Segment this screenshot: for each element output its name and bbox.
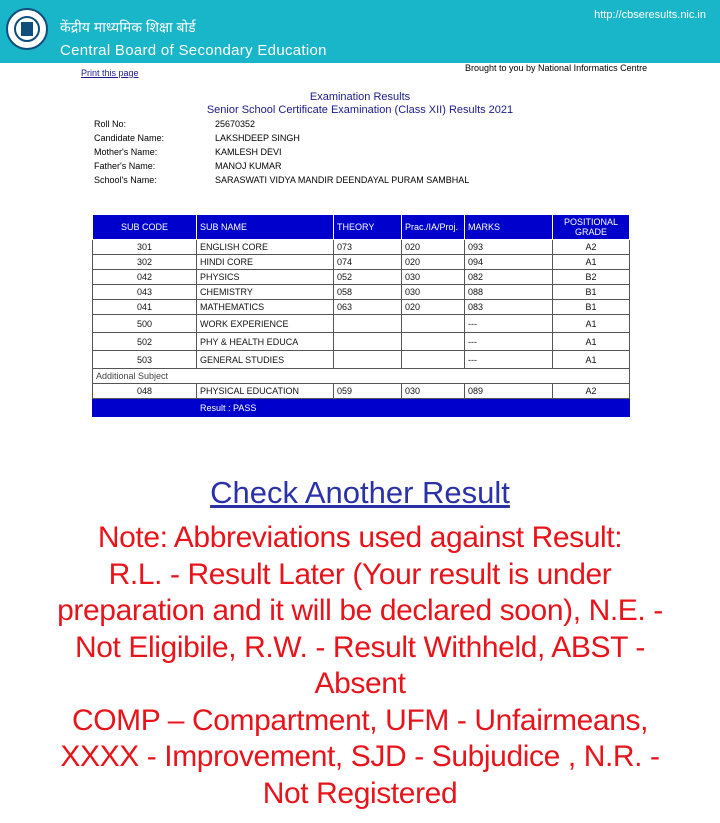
cell: 089	[465, 384, 553, 399]
col-header: SUB CODE	[93, 215, 197, 240]
cell: GENERAL STUDIES	[197, 351, 334, 369]
cell: 063	[334, 300, 402, 315]
cell: 059	[334, 384, 402, 399]
cell: B1	[553, 285, 630, 300]
cell: 093	[465, 240, 553, 255]
info-value: 25670352	[215, 119, 256, 129]
note-line: XXXX - Improvement, SJD - Subjudice , N.R. -	[60, 740, 660, 773]
info-value: SARASWATI VIDYA MANDIR DEENDAYAL PURAM SAMBHAL	[215, 175, 470, 185]
cell: 094	[465, 255, 553, 270]
cell: 502	[93, 333, 197, 351]
info-label: School's Name:	[94, 175, 157, 185]
cell: A1	[553, 333, 630, 351]
table-row	[93, 351, 630, 369]
cell: WORK EXPERIENCE	[197, 315, 334, 333]
cell: 030	[402, 270, 465, 285]
note-line: COMP – Compartment, UFM - Unfairmeans,	[71, 703, 649, 737]
additional-subject-label: Additional Subject	[93, 369, 630, 384]
marks-table	[92, 214, 630, 417]
note-line: Not Registered	[262, 776, 458, 810]
cell: 020	[402, 300, 465, 315]
info-value: LAKSHDEEP SINGH	[215, 133, 300, 143]
cell: 030	[402, 285, 465, 300]
cbse-logo	[6, 8, 48, 50]
cell: 302	[93, 255, 197, 270]
cell: 088	[465, 285, 553, 300]
cell: A2	[553, 240, 630, 255]
note-line: Absent	[314, 667, 406, 700]
cell: 301	[93, 240, 197, 255]
info-label: Mother's Name:	[94, 147, 158, 157]
cell: PHYSICAL EDUCATION	[197, 384, 334, 399]
cell: B1	[553, 300, 630, 315]
abbreviation-note	[4, 520, 716, 812]
table-row	[93, 270, 630, 285]
cell: 041	[93, 300, 197, 315]
table-row	[93, 285, 630, 300]
cell: 042	[93, 270, 197, 285]
cell: 073	[334, 240, 402, 255]
cell: 020	[402, 240, 465, 255]
cell: HINDI CORE	[197, 255, 334, 270]
info-label: Father's Name:	[94, 161, 156, 171]
cell: 020	[402, 255, 465, 270]
note-line: Note: Abbreviations used against Result:	[97, 521, 623, 554]
info-label: Candidate Name:	[94, 133, 165, 143]
note-line: R.L. - Result Later (Your result is under	[108, 557, 612, 591]
cell: ---	[465, 333, 553, 351]
table-row	[93, 333, 630, 351]
cell	[402, 315, 465, 333]
exam-subtitle: Senior School Certificate Examination (Class XII) Results 2021	[206, 104, 514, 116]
result-text: Result : PASS	[197, 399, 630, 417]
print-page-link[interactable]: Print this page	[81, 68, 139, 78]
cell: 074	[334, 255, 402, 270]
table-row	[93, 255, 630, 270]
site-header	[0, 0, 720, 63]
info-value: KAMLESH DEVI	[215, 147, 282, 157]
cell: 082	[465, 270, 553, 285]
cell: 043	[93, 285, 197, 300]
cell: PHY & HEALTH EDUCA	[197, 333, 334, 351]
note-line: Not Eligibile, R.W. - Result Withheld, ABST -	[75, 630, 645, 664]
col-header: Prac./IA/Proj.	[402, 215, 465, 240]
cell	[402, 333, 465, 351]
cell: PHYSICS	[197, 270, 334, 285]
header-english-title: Central Board of Secondary Education	[60, 42, 327, 59]
cell: MATHEMATICS	[197, 300, 334, 315]
cell: ---	[465, 351, 553, 369]
col-header: POSITIONAL GRADE	[553, 215, 630, 240]
header-hindi-title: केंद्रीय माध्यमिक शिक्षा बोर्ड	[60, 19, 196, 35]
cell: A1	[553, 255, 630, 270]
table-row	[93, 384, 630, 399]
cell: 083	[465, 300, 553, 315]
table-row	[93, 240, 630, 255]
table-row	[93, 300, 630, 315]
brought-by-text: Brought to you by National Informatics Centre	[465, 63, 648, 73]
site-url: http://cbseresults.nic.in	[594, 9, 706, 21]
cell: CHEMISTRY	[197, 285, 334, 300]
info-value: MANOJ KUMAR	[215, 161, 282, 171]
cell: B2	[553, 270, 630, 285]
col-header: MARKS	[465, 215, 553, 240]
col-header: SUB NAME	[197, 215, 334, 240]
cell	[402, 351, 465, 369]
cell	[334, 351, 402, 369]
note-line: preparation and it will be declared soon), N.E. -	[57, 594, 663, 627]
table-row	[93, 315, 630, 333]
additional-subject-row	[93, 369, 630, 384]
info-label: Roll No:	[94, 119, 127, 129]
cell: 503	[93, 351, 197, 369]
cell: A1	[553, 315, 630, 333]
cell	[334, 333, 402, 351]
cell	[334, 315, 402, 333]
cell: 030	[402, 384, 465, 399]
cell: ENGLISH CORE	[197, 240, 334, 255]
exam-title: Examination Results	[309, 91, 411, 103]
cell: 500	[93, 315, 197, 333]
cell: 048	[93, 384, 197, 399]
cell: A1	[553, 351, 630, 369]
cell: A2	[553, 384, 630, 399]
result-row	[93, 399, 630, 417]
cell: 052	[334, 270, 402, 285]
col-header: THEORY	[334, 215, 402, 240]
check-another-result-link[interactable]: Check Another Result	[210, 475, 510, 510]
cell: 058	[334, 285, 402, 300]
table-header-row	[93, 215, 630, 240]
cell: ---	[465, 315, 553, 333]
